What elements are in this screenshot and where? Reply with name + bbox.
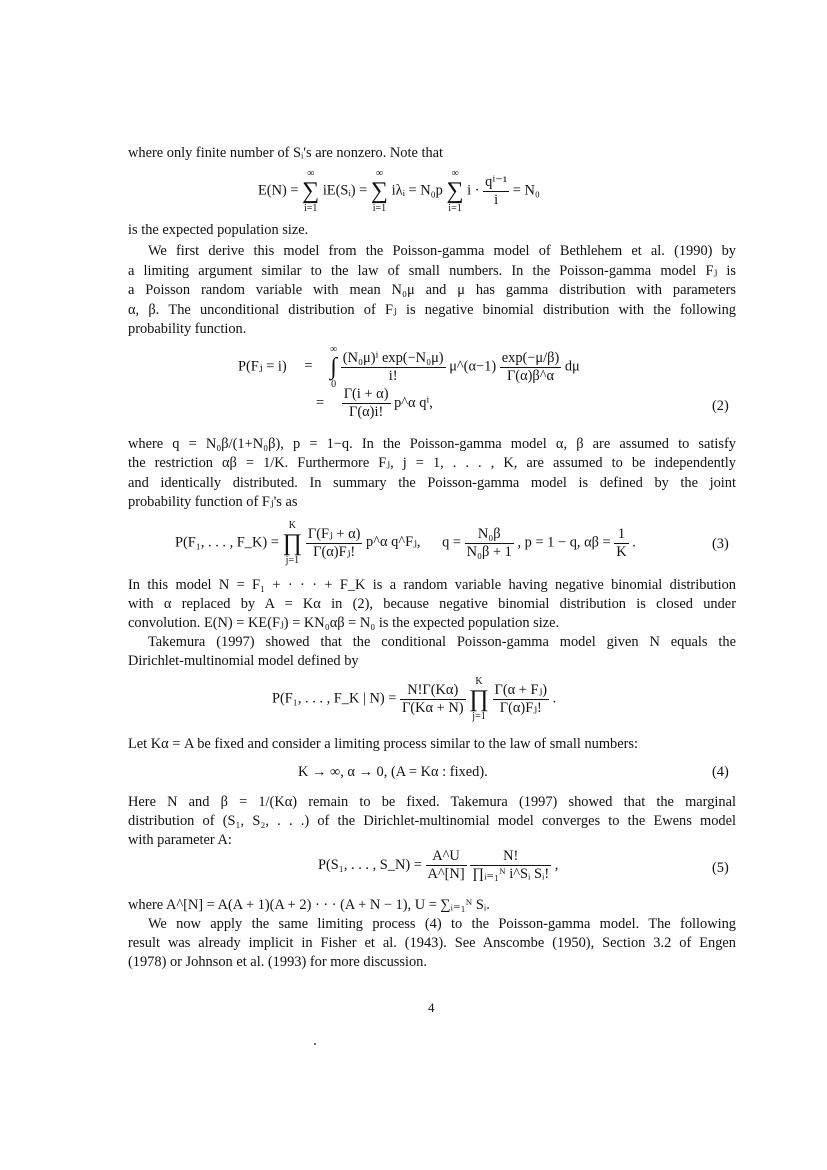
eq-term: , <box>554 856 559 873</box>
fraction: $\frac{\text{qⁱ⁻¹}}{i}$ <box>485 173 508 208</box>
equation-expected-value <box>258 168 540 214</box>
fraction: $\frac{N!\Gamma(K\alpha)}{\Gamma(K\alpha + N)}$ <box>401 681 464 716</box>
fraction: $\frac{\Gamma(i + \alpha)}{\Gamma(\alpha)i!}$ <box>343 386 389 420</box>
text-line: Here N and β = 1/(Kα) remain to be fixed. Takemura (1997) showed that the marginal <box>128 794 736 810</box>
fraction: $\frac{\text{Γ(α + Fⱼ)}}{\text{Γ(α)Fⱼ!}}$ <box>494 681 548 716</box>
equation-number: (3) <box>712 536 729 552</box>
equation-number: (2) <box>712 398 729 414</box>
scan-speck <box>314 1043 316 1045</box>
text-line: the restriction αβ = 1/K. Furthermore Fⱼ, j = 1, . . . , K, are assumed to be independently <box>128 455 736 471</box>
text-line: with parameter A: <box>128 832 232 848</box>
fraction: $\frac{A\^{}U}{A\^{}[N]}$ <box>427 848 465 882</box>
text-line: is the expected population size. <box>128 222 309 238</box>
equation-number: (5) <box>712 860 729 876</box>
equation-dirichlet-multinomial <box>272 676 556 722</box>
eq-sign: = <box>304 358 313 375</box>
sum-operator: ∞ ∑ i=1 <box>446 168 464 214</box>
eq-lhs: P(F₁, . . . , F_K | N) = <box>272 690 397 707</box>
eq-lhs: E(N) = <box>258 182 299 199</box>
eq-rhs: = N₀ <box>512 182 540 199</box>
text-line: probability function of Fⱼ's as <box>128 494 298 510</box>
eq-term: p^α qⁱ, <box>394 394 433 411</box>
fraction: $\frac{N!}{\text{∏ᵢ₌₁ᴺ i\textasciicircum{}Sᵢ Sᵢ!}}$ <box>472 848 550 882</box>
eq-lhs: P(Fⱼ = i) <box>238 358 287 375</box>
equation-ewens <box>318 848 558 883</box>
eq-term: . <box>552 690 557 707</box>
text-line: Let Kα = A be fixed and consider a limiting process similar to the law of small numbers: <box>128 736 639 752</box>
eq-term: . <box>632 534 636 551</box>
text-line: result was already implicit in Fisher et al. (1943). See Anscombe (1950), Section 3.2 of Engen <box>128 935 736 951</box>
eq-lhs: P(F₁, . . . , F_K) = <box>175 534 279 551</box>
eq-term: iE(Sᵢ) = <box>322 182 368 199</box>
equation-number: (4) <box>712 764 729 780</box>
text-line: probability function. <box>128 321 247 337</box>
text-line: distribution of (S₁, S₂, . . .) of the Dirichlet-multinomial model converges to the Ewens model <box>128 813 736 829</box>
sum-operator: ∞ ∑ i=1 <box>370 168 388 214</box>
text-line: a limiting argument similar to the law of small numbers. In the Poisson-gamma model Fⱼ is <box>128 263 736 279</box>
text-line: Takemura (1997) showed that the conditional Poisson-gamma model given N equals the <box>148 634 736 650</box>
eq-term: q = <box>442 534 462 551</box>
text-line: In this model N = F₁ + · · · + F_K is a random variable having negative binomial distribution <box>128 577 736 593</box>
eq-term: μ^(α−1) <box>449 358 497 375</box>
integral-operator: ∞ ∫ 0 <box>330 344 338 390</box>
text-line: where q = N₀β/(1+N₀β), p = 1−q. In the Poisson-gamma model α, β are assumed to satisfy <box>128 436 736 452</box>
text-line: Dirichlet-multinomial model defined by <box>128 653 359 669</box>
fraction: $\frac{\text{(N₀μ)ⁱ exp(−N₀μ)}}{i!}$ <box>342 349 444 384</box>
product-operator: K ∏ j=1 <box>282 520 303 566</box>
text-line: α, β. The unconditional distribution of Fⱼ is negative binomial distribution with the following <box>128 302 736 318</box>
text-line: (1978) or Johnson et al. (1993) for more discussion. <box>128 954 427 970</box>
equation-negative-binomial-line2 <box>316 386 433 421</box>
eq-term: i · <box>467 182 480 199</box>
fraction: $\frac{\exp(-\mu/\beta)}{\Gamma(\alpha)\beta\^{}\alpha}$ <box>501 349 560 384</box>
eq-sign: = <box>316 394 325 411</box>
fraction: $\frac{\text{Γ(Fⱼ + α)}}{\text{Γ(α)Fⱼ!}}$ <box>307 525 361 560</box>
text-line: where only finite number of Sᵢ's are nonzero. Note that <box>128 145 444 161</box>
eq-term: iλᵢ = N₀p <box>391 182 443 199</box>
sum-operator: ∞ ∑ i=1 <box>302 168 320 214</box>
equation-limit: K → ∞, α → 0, (A = Kα : fixed). <box>298 764 488 780</box>
text-line: where A^[N] = A(A + 1)(A + 2) · · · (A + N − 1), U = ∑ᵢ₌₁ᴺ Sᵢ. <box>128 897 490 913</box>
text-line: and identically distributed. In summary the Poisson-gamma model is defined by the joint <box>128 475 736 491</box>
eq-term: , p = 1 − q, αβ = <box>517 534 611 551</box>
eq-lhs: P(S₁, . . . , S_N) = <box>318 856 422 873</box>
text-line: We first derive this model from the Poisson-gamma model of Bethlehem et al. (1990) by <box>148 243 736 259</box>
fraction: $\frac{1}{K}$ <box>616 525 627 560</box>
equation-poisson-gamma-joint <box>175 520 636 566</box>
eq-term: dμ <box>564 358 580 375</box>
text-line: We now apply the same limiting process (4) to the Poisson-gamma model. The following <box>148 916 736 932</box>
eq-term: p^α q^Fⱼ, <box>366 534 421 551</box>
text-line: a Poisson random variable with mean N₀μ and μ has gamma distribution with parameters <box>128 282 736 298</box>
text-line: with α replaced by A = Kα in (2), because negative binomial distribution is closed under <box>128 596 736 612</box>
text-line: convolution. E(N) = KE(Fⱼ) = KN₀αβ = N₀ is the expected population size. <box>128 615 560 631</box>
equation-negative-binomial <box>238 344 580 390</box>
fraction: $\frac{\text{N₀β}}{\text{N₀β + 1}}$ <box>466 525 512 560</box>
product-operator: K ∏ j=1 <box>469 676 489 722</box>
page-number: 4 <box>428 1000 435 1015</box>
